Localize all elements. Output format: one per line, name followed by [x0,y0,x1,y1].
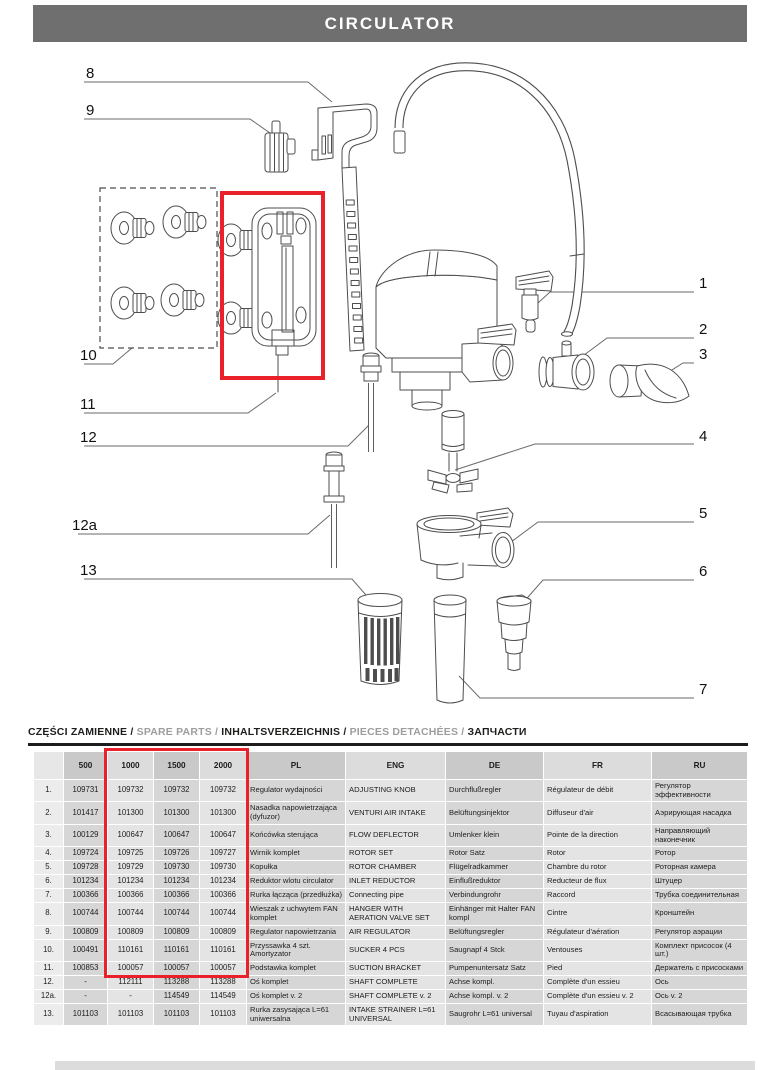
code-1000-cell: 109725 [108,847,153,860]
name-eng-cell: INLET REDUCTOR [346,875,445,888]
title-rule [28,743,748,746]
name-fr-cell: Complète d'un essieu v. 2 [544,990,651,1003]
code-1000-cell: 100809 [108,926,153,939]
name-ru-cell: Роторная камера [652,861,747,874]
name-de-cell: Einflußreduktor [446,875,543,888]
part-number-cell: 12. [34,976,63,989]
table-row [34,825,747,846]
code-1500-cell: 109730 [154,861,199,874]
table-row [34,990,747,1003]
code-1500-cell: 100647 [154,825,199,846]
part-number-cell: 9. [34,926,63,939]
col-pl: PL [247,752,345,779]
pump-body [376,250,516,410]
name-pl-cell: Regulator wydajności [247,780,345,801]
table-row [34,889,747,902]
name-eng-cell: HANGER WITH AERATION VALVE SET [346,903,445,924]
part-2-connector [539,341,594,390]
code-1500-cell: 101103 [154,1004,199,1025]
name-pl-cell: Przyssawka 4 szt. Amortyzator [247,940,345,961]
name-fr-cell: Régulateur d'aération [544,926,651,939]
name-de-cell: Verbindungrohr [446,889,543,902]
name-pl-cell: Rurka zasysająca L=61 uniwersalna [247,1004,345,1025]
name-eng-cell: FLOW DEFLECTOR [346,825,445,846]
part-5-rotor-chamber [417,508,514,580]
code-1500-cell: 114549 [154,990,199,1003]
title-segment: ЗАПЧАСТИ [467,726,527,738]
title-segment: CZĘŚCI ZAMIENNE / [28,726,137,738]
name-ru-cell: Ротор [652,847,747,860]
code-500-cell: 101103 [64,1004,107,1025]
parts-table [33,751,748,1026]
code-1000-cell: 109732 [108,780,153,801]
name-ru-cell: Ось [652,976,747,989]
name-de-cell: Flügelradkammer [446,861,543,874]
name-ru-cell: Комплект присосок (4 шт.) [652,940,747,961]
part-4-rotor [428,411,478,494]
callout-5: 5 [699,505,708,522]
name-ru-cell: Ось v. 2 [652,990,747,1003]
part-12a-shaft-v2 [324,452,344,568]
exploded-diagram [0,45,780,725]
part-1-adjusting-knob [516,271,553,332]
name-pl-cell: Nasadka napowietrzająca (dyfuzor) [247,802,345,823]
name-eng-cell: SHAFT COMPLETE v. 2 [346,990,445,1003]
table-wrap [33,751,748,1026]
name-de-cell: Achse kompl. [446,976,543,989]
code-500-cell: 101234 [64,875,107,888]
code-500-cell: 109724 [64,847,107,860]
name-fr-cell: Pied [544,962,651,975]
code-1500-cell: 100366 [154,889,199,902]
name-pl-cell: Oś komplet v. 2 [247,990,345,1003]
part-number-cell: 7. [34,889,63,902]
name-ru-cell: Всасывающая трубка [652,1004,747,1025]
table-row [34,976,747,989]
title-segment: INHALTSVERZEICHNIS / [221,726,350,738]
part-number-cell: 8. [34,903,63,924]
col-2000: 2000 [200,752,246,779]
name-ru-cell: Аэрирующая насадка [652,802,747,823]
name-fr-cell: Tuyau d'aspiration [544,1004,651,1025]
part-number-cell: 11. [34,962,63,975]
name-pl-cell: Reduktor wlotu circulator [247,875,345,888]
name-de-cell: Saugrohr L=61 universal [446,1004,543,1025]
name-de-cell: Achse kompl. v. 2 [446,990,543,1003]
code-500-cell: 100129 [64,825,107,846]
code-2000-cell: 100057 [200,962,246,975]
bottom-strip [55,1061,755,1070]
name-fr-cell: Régulateur de débit [544,780,651,801]
code-500-cell: 100366 [64,889,107,902]
part-9-air-regulator [265,121,295,172]
code-500-cell: 100853 [64,962,107,975]
code-1500-cell: 100057 [154,962,199,975]
name-de-cell: Einhänger mit Halter FAN kompl [446,903,543,924]
name-pl-cell: Końcówka sterująca [247,825,345,846]
table-row [34,926,747,939]
code-1000-cell: 100366 [108,889,153,902]
name-fr-cell: Pointe de la direction [544,825,651,846]
name-fr-cell: Reducteur de flux [544,875,651,888]
name-eng-cell: SUCKER 4 PCS [346,940,445,961]
code-1500-cell: 101234 [154,875,199,888]
name-eng-cell: Connecting pipe [346,889,445,902]
code-2000-cell: 114549 [200,990,246,1003]
code-2000-cell: 101234 [200,875,246,888]
table-row [34,903,747,924]
code-2000-cell: 109732 [200,780,246,801]
code-1000-cell: 100744 [108,903,153,924]
col-fr: FR [544,752,651,779]
callout-10: 10 [80,347,97,364]
callout-6: 6 [699,563,708,580]
name-fr-cell: Complète d'un essieu [544,976,651,989]
callout-8: 8 [86,65,95,82]
code-1500-cell: 100744 [154,903,199,924]
code-1500-cell: 110161 [154,940,199,961]
name-pl-cell: Kopułka [247,861,345,874]
code-500-cell: 100744 [64,903,107,924]
code-1000-cell: 110161 [108,940,153,961]
name-fr-cell: Diffuseur d'air [544,802,651,823]
name-eng-cell: SHAFT COMPLETE [346,976,445,989]
table-row [34,802,747,823]
name-de-cell: Rotor Satz [446,847,543,860]
name-ru-cell: Регулятор эффективности [652,780,747,801]
col-eng: ENG [346,752,445,779]
name-ru-cell: Кронштейн [652,903,747,924]
name-de-cell: Belüftungsregler [446,926,543,939]
part-number-cell: 13. [34,1004,63,1025]
parts-table-title [28,726,752,738]
code-500-cell: - [64,976,107,989]
code-1500-cell: 109726 [154,847,199,860]
title-segment: PIECES DETACHÉES / [349,726,468,738]
table-row [34,875,747,888]
part-number-cell: 6. [34,875,63,888]
table-row [34,962,747,975]
name-fr-cell: Chambre du rotor [544,861,651,874]
col-ru: RU [652,752,747,779]
name-eng-cell: ADJUSTING KNOB [346,780,445,801]
callout-9: 9 [86,102,95,119]
code-2000-cell: 113288 [200,976,246,989]
code-2000-cell: 100809 [200,926,246,939]
code-500-cell: 109731 [64,780,107,801]
part-13-strainer [358,594,402,685]
name-de-cell: Belüftungsinjektor [446,802,543,823]
callout-3: 3 [699,346,708,363]
code-2000-cell: 109727 [200,847,246,860]
col-500: 500 [64,752,107,779]
col-1500: 1500 [154,752,199,779]
table-row [34,1004,747,1025]
name-eng-cell: SUCTION BRACKET [346,962,445,975]
code-1000-cell: 100647 [108,825,153,846]
code-1500-cell: 109732 [154,780,199,801]
code-2000-cell: 110161 [200,940,246,961]
part-number-cell: 12a. [34,990,63,1003]
part-8-rack [342,167,364,351]
code-500-cell: 100809 [64,926,107,939]
name-de-cell: Saugnapf 4 Stck [446,940,543,961]
page-title: CIRCULATOR [33,5,747,42]
name-ru-cell: Трубка соединительная [652,889,747,902]
code-1000-cell: 100057 [108,962,153,975]
code-2000-cell: 100647 [200,825,246,846]
name-pl-cell: Wirnik komplet [247,847,345,860]
part-number-cell: 5. [34,861,63,874]
name-fr-cell: Raccord [544,889,651,902]
name-eng-cell: VENTURI AIR INTAKE [346,802,445,823]
part-number-cell: 10. [34,940,63,961]
code-2000-cell: 101300 [200,802,246,823]
code-2000-cell: 100366 [200,889,246,902]
code-500-cell: - [64,990,107,1003]
table-header-row [34,752,747,779]
part-12-shaft [361,353,381,452]
callout-12: 12 [80,429,97,446]
code-2000-cell: 100744 [200,903,246,924]
name-eng-cell: ROTOR CHAMBER [346,861,445,874]
code-1000-cell: 101300 [108,802,153,823]
code-1000-cell: 109729 [108,861,153,874]
name-fr-cell: Cintre [544,903,651,924]
name-pl-cell: Regulator napowietrzania [247,926,345,939]
name-eng-cell: INTAKE STRAINER L=61 UNIVERSAL [346,1004,445,1025]
title-segment: SPARE PARTS / [136,726,222,738]
name-pl-cell: Podstawka komplet [247,962,345,975]
name-ru-cell: Штуцер [652,875,747,888]
name-eng-cell: ROTOR SET [346,847,445,860]
col-index [34,752,63,779]
callout-11: 11 [80,396,96,413]
code-1500-cell: 113288 [154,976,199,989]
name-de-cell: Durchflußregler [446,780,543,801]
code-1500-cell: 100809 [154,926,199,939]
code-1000-cell: 101234 [108,875,153,888]
code-1000-cell: 112111 [108,976,153,989]
part-10-suckers [100,188,217,348]
parts-table-body [34,780,747,1025]
callout-2: 2 [699,321,708,338]
part-8-hanger [312,104,377,168]
name-pl-cell: Rurka łącząca (przedłużka) [247,889,345,902]
name-de-cell: Umlenker klein [446,825,543,846]
callout-4: 4 [699,428,708,445]
code-2000-cell: 109730 [200,861,246,874]
code-500-cell: 100491 [64,940,107,961]
table-row [34,780,747,801]
part-number-cell: 2. [34,802,63,823]
name-fr-cell: Rotor [544,847,651,860]
part-11-bracket [218,193,323,392]
name-de-cell: Pumpenuntersatz Satz [446,962,543,975]
name-eng-cell: AIR REGULATOR [346,926,445,939]
code-2000-cell: 101103 [200,1004,246,1025]
callout-12a: 12a [72,517,98,534]
part-6-inlet-reductor [497,595,531,671]
code-1000-cell: - [108,990,153,1003]
name-pl-cell: Wieszak z uchwytem FAN komplet [247,903,345,924]
part-number-cell: 4. [34,847,63,860]
code-1000-cell: 101103 [108,1004,153,1025]
name-fr-cell: Ventouses [544,940,651,961]
col-de: DE [446,752,543,779]
callout-1: 1 [699,275,708,292]
name-ru-cell: Регулятор аэрации [652,926,747,939]
name-pl-cell: Oś komplet [247,976,345,989]
table-row [34,861,747,874]
part-3-flow-deflector [610,364,689,403]
name-ru-cell: Направляющий наконечник [652,825,747,846]
callout-13: 13 [80,562,97,579]
part-number-cell: 3. [34,825,63,846]
table-row [34,940,747,961]
part-7-connecting-pipe [434,595,466,703]
part-number-cell: 1. [34,780,63,801]
code-500-cell: 109728 [64,861,107,874]
code-1500-cell: 101300 [154,802,199,823]
code-500-cell: 101417 [64,802,107,823]
callout-7: 7 [699,681,708,698]
name-ru-cell: Держатель с присосками [652,962,747,975]
col-1000: 1000 [108,752,153,779]
table-row [34,847,747,860]
